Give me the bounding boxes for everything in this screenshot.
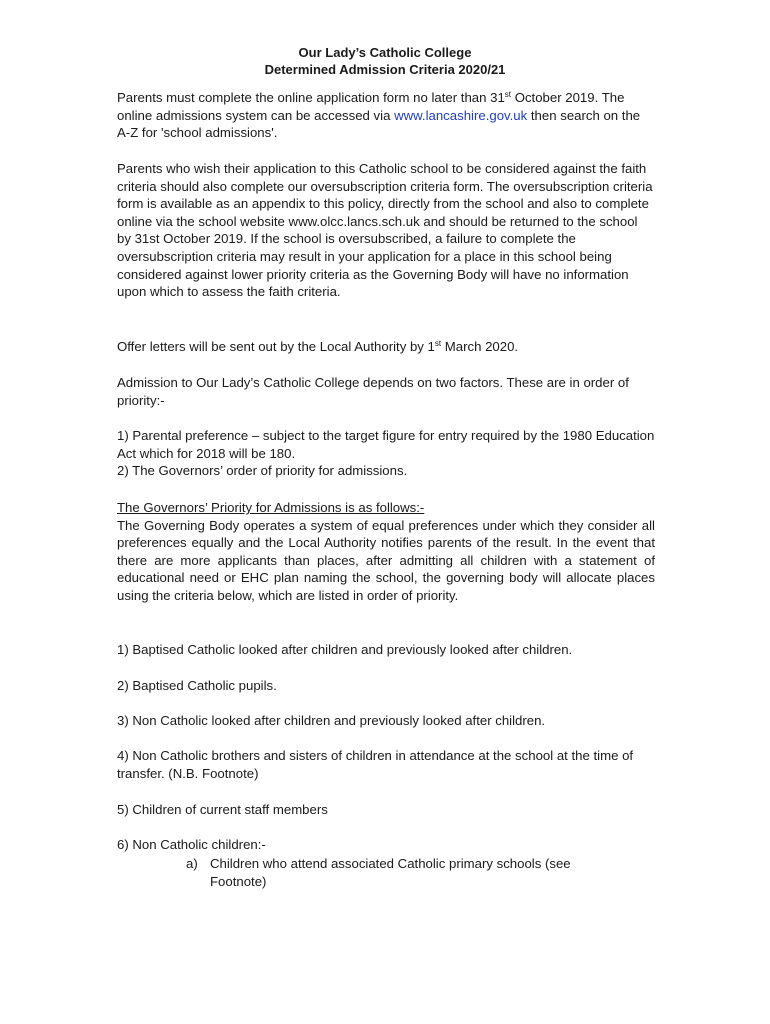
text: October 2019. The online admissions system can be accessed via bbox=[117, 90, 625, 123]
criterion-3: 3) Non Catholic looked after children and previously looked after children. bbox=[117, 713, 546, 728]
list-item: 2) The Governors’ order of priority for admissions. bbox=[117, 463, 408, 479]
paragraph-faith-criteria: Parents who wish their application to this Catholic school to be considered against the faith criteria should also complete our oversubscription criteria form. The oversubscription criteria form is available as an appendix to this policy, directly from the school and also to complete online via the school website www.olcc.lancs.sch.uk and should be returned to the school by 31st October 2019. If the school is oversubscribed, a failure to complete the oversubscription criteria may result in your application for a place in this school being considered against lower priority criteria as the Governing Body will have no information upon which to assess the faith criteria. bbox=[117, 161, 653, 300]
list-marker: a) bbox=[186, 856, 198, 871]
text: then search on the A-Z for 'school admissions'. bbox=[117, 107, 641, 141]
header bbox=[0, 44, 770, 78]
paragraph-application-deadline bbox=[117, 89, 655, 142]
section-heading: The Governors’ Priority for Admissions is as follows:- bbox=[117, 500, 425, 515]
criterion-1: 1) Baptised Catholic looked after children and previously looked after children. bbox=[117, 642, 573, 657]
list-item: 1) Parental preference – subject to the target figure for entry required by the 1980 Education Act which for 2018 will be 180. bbox=[117, 428, 655, 461]
criterion-5: 5) Children of current staff members bbox=[117, 802, 328, 817]
subcriterion-a bbox=[186, 855, 626, 890]
criterion-4: 4) Non Catholic brothers and sisters of children in attendance at the school at the time of transfer. (N.B. Footnote) bbox=[117, 748, 634, 781]
text: March 2020. bbox=[441, 339, 519, 354]
document-subtitle: Determined Admission Criteria 2020/21 bbox=[264, 62, 506, 77]
factor-list bbox=[117, 427, 655, 480]
document-title: Our Lady’s Catholic College bbox=[298, 45, 472, 60]
criterion-2: 2) Baptised Catholic pupils. bbox=[117, 678, 277, 693]
priority-body: The Governing Body operates a system of equal preferences under which they consider all preferences equally and the Local Authority notifies parents of the result. In the event that there are more applicants than places, after admitting all children with a statement of educational need or EHC plan naming the school, the governing body will allocate places using the criteria below, which are listed in order of priority. bbox=[117, 517, 655, 603]
text: Parents must complete the online application form no later than 31 bbox=[117, 90, 505, 105]
criterion-6: 6) Non Catholic children:- bbox=[117, 837, 266, 852]
priority-section bbox=[117, 499, 655, 605]
ordinal-suffix: st bbox=[504, 90, 512, 99]
ordinal-suffix: st bbox=[434, 339, 442, 348]
lancashire-link[interactable]: www.lancashire.gov.uk bbox=[394, 107, 528, 123]
list-item: Children who attend associated Catholic primary schools (see Footnote) bbox=[210, 856, 571, 889]
text: Offer letters will be sent out by the Local Authority by 1 bbox=[117, 339, 435, 354]
paragraph-offer-letters bbox=[117, 338, 655, 356]
paragraph-admission-factors: Admission to Our Lady’s Catholic College depends on two factors. These are in order of priority:- bbox=[117, 375, 629, 408]
